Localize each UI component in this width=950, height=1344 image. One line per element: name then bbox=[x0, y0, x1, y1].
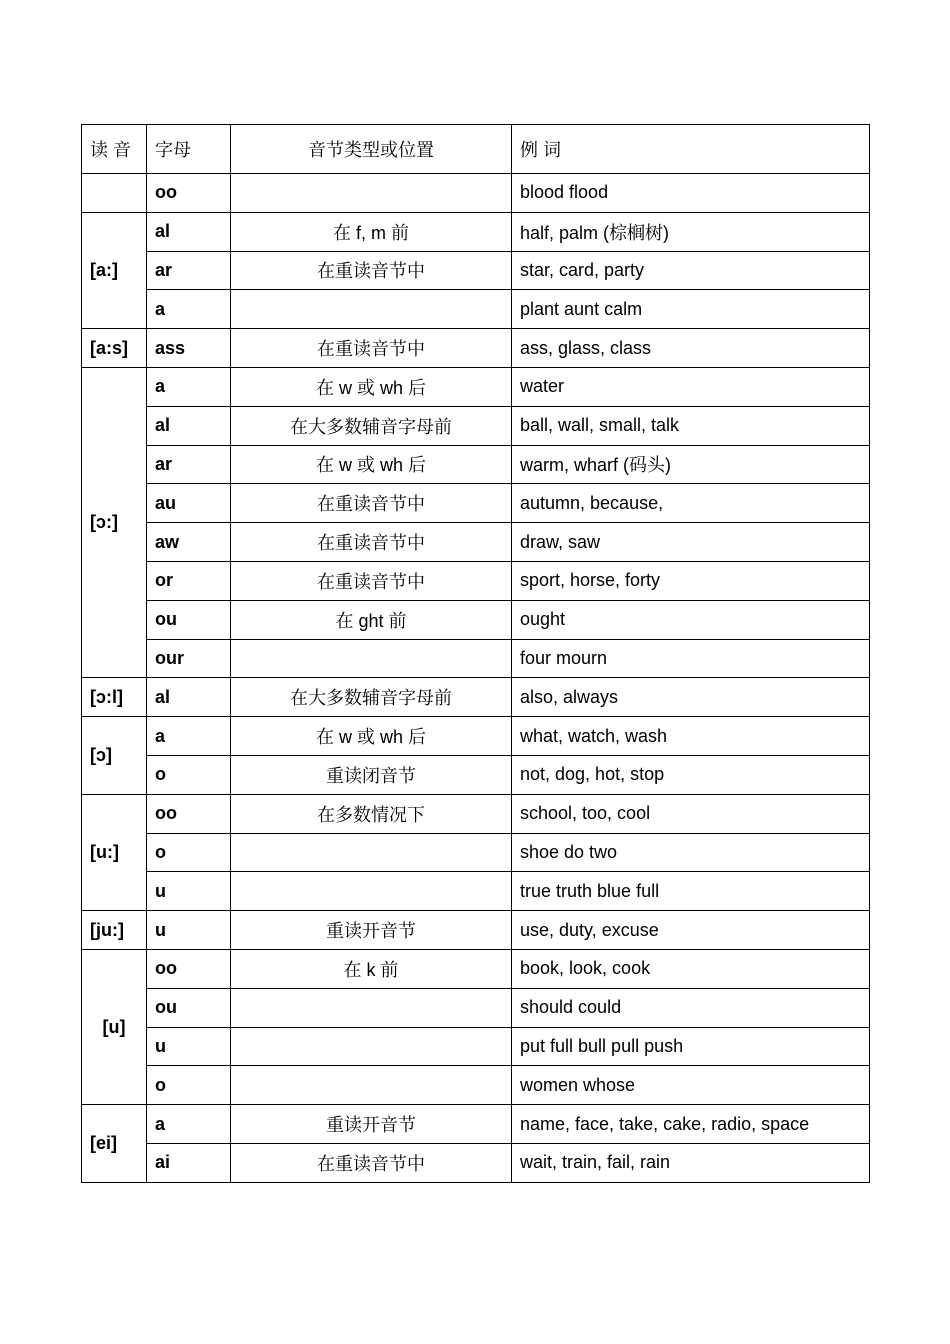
letters-cell: al bbox=[147, 212, 231, 251]
header-letters: 字母 bbox=[147, 125, 231, 174]
position-cell bbox=[231, 1027, 512, 1066]
position-cell: 在重读音节中 bbox=[231, 484, 512, 523]
sound-cell: [ju:] bbox=[82, 911, 147, 950]
sound-cell: [ɔ:l] bbox=[82, 678, 147, 717]
table-row bbox=[82, 290, 870, 329]
header-sound: 读 音 bbox=[82, 125, 147, 174]
position-cell: 在 w 或 wh 后 bbox=[231, 717, 512, 756]
letters-cell: oo bbox=[147, 949, 231, 988]
examples-cell: name, face, take, cake, radio, space bbox=[512, 1105, 870, 1144]
table-row bbox=[82, 212, 870, 251]
sound-cell: [ɔ] bbox=[82, 717, 147, 795]
table-row bbox=[82, 872, 870, 911]
letters-cell: o bbox=[147, 833, 231, 872]
letters-cell: al bbox=[147, 406, 231, 445]
letters-cell: al bbox=[147, 678, 231, 717]
letters-cell: a bbox=[147, 1105, 231, 1144]
examples-cell: ought bbox=[512, 600, 870, 639]
letters-cell: oo bbox=[147, 794, 231, 833]
examples-cell: ball, wall, small, talk bbox=[512, 406, 870, 445]
examples-cell: four mourn bbox=[512, 639, 870, 678]
position-cell: 在 f, m 前 bbox=[231, 212, 512, 251]
position-cell: 重读开音节 bbox=[231, 1105, 512, 1144]
letters-cell: oo bbox=[147, 174, 231, 213]
letters-cell: a bbox=[147, 367, 231, 406]
examples-cell: draw, saw bbox=[512, 523, 870, 562]
examples-cell: school, too, cool bbox=[512, 794, 870, 833]
examples-cell: wait, train, fail, rain bbox=[512, 1143, 870, 1182]
position-cell: 在大多数辅音字母前 bbox=[231, 406, 512, 445]
table-row bbox=[82, 367, 870, 406]
letters-cell: u bbox=[147, 911, 231, 950]
table-row bbox=[82, 1105, 870, 1144]
letters-cell: or bbox=[147, 561, 231, 600]
table-row bbox=[82, 406, 870, 445]
examples-cell: autumn, because, bbox=[512, 484, 870, 523]
table-row bbox=[82, 561, 870, 600]
position-cell bbox=[231, 174, 512, 213]
table-row bbox=[82, 1066, 870, 1105]
position-cell: 在大多数辅音字母前 bbox=[231, 678, 512, 717]
letters-cell: u bbox=[147, 1027, 231, 1066]
examples-cell: not, dog, hot, stop bbox=[512, 755, 870, 794]
table-row bbox=[82, 678, 870, 717]
letters-cell: ou bbox=[147, 600, 231, 639]
examples-cell: also, always bbox=[512, 678, 870, 717]
position-cell bbox=[231, 290, 512, 329]
position-cell bbox=[231, 833, 512, 872]
examples-cell: should could bbox=[512, 988, 870, 1027]
position-cell: 在 w 或 wh 后 bbox=[231, 367, 512, 406]
letters-cell: aw bbox=[147, 523, 231, 562]
table-row bbox=[82, 949, 870, 988]
position-cell: 在 ght 前 bbox=[231, 600, 512, 639]
table-row bbox=[82, 329, 870, 368]
letters-cell: ass bbox=[147, 329, 231, 368]
table-row bbox=[82, 1143, 870, 1182]
position-cell: 重读闭音节 bbox=[231, 755, 512, 794]
table-row bbox=[82, 600, 870, 639]
header-examples: 例 词 bbox=[512, 125, 870, 174]
examples-cell: warm, wharf (码头) bbox=[512, 445, 870, 484]
table-row bbox=[82, 717, 870, 756]
examples-cell: book, look, cook bbox=[512, 949, 870, 988]
examples-cell: sport, horse, forty bbox=[512, 561, 870, 600]
position-cell: 在重读音节中 bbox=[231, 1143, 512, 1182]
examples-cell: plant aunt calm bbox=[512, 290, 870, 329]
table-row bbox=[82, 445, 870, 484]
position-cell bbox=[231, 872, 512, 911]
position-cell: 在重读音节中 bbox=[231, 329, 512, 368]
letters-cell: o bbox=[147, 755, 231, 794]
table-body bbox=[82, 125, 870, 1183]
letters-cell: au bbox=[147, 484, 231, 523]
position-cell: 在多数情况下 bbox=[231, 794, 512, 833]
position-cell bbox=[231, 639, 512, 678]
examples-cell: put full bull pull push bbox=[512, 1027, 870, 1066]
letters-cell: a bbox=[147, 717, 231, 756]
letters-cell: ai bbox=[147, 1143, 231, 1182]
letters-cell: u bbox=[147, 872, 231, 911]
sound-cell: [ei] bbox=[82, 1105, 147, 1183]
sound-cell: [u] bbox=[82, 949, 147, 1104]
phonics-table bbox=[81, 124, 870, 1183]
examples-cell: shoe do two bbox=[512, 833, 870, 872]
letters-cell: ar bbox=[147, 251, 231, 290]
position-cell bbox=[231, 1066, 512, 1105]
table-row bbox=[82, 174, 870, 213]
position-cell: 在 k 前 bbox=[231, 949, 512, 988]
letters-cell: ar bbox=[147, 445, 231, 484]
sound-cell bbox=[82, 174, 147, 213]
examples-cell: women whose bbox=[512, 1066, 870, 1105]
position-cell: 在重读音节中 bbox=[231, 523, 512, 562]
position-cell: 重读开音节 bbox=[231, 911, 512, 950]
table-row bbox=[82, 251, 870, 290]
examples-cell: use, duty, excuse bbox=[512, 911, 870, 950]
sound-cell: [a:s] bbox=[82, 329, 147, 368]
examples-cell: half, palm (棕榈树) bbox=[512, 212, 870, 251]
examples-cell: blood flood bbox=[512, 174, 870, 213]
sound-cell: [u:] bbox=[82, 794, 147, 910]
table-row bbox=[82, 523, 870, 562]
letters-cell: o bbox=[147, 1066, 231, 1105]
examples-cell: true truth blue full bbox=[512, 872, 870, 911]
table-row bbox=[82, 484, 870, 523]
letters-cell: our bbox=[147, 639, 231, 678]
position-cell bbox=[231, 988, 512, 1027]
table-row bbox=[82, 988, 870, 1027]
table-row bbox=[82, 911, 870, 950]
table-row bbox=[82, 833, 870, 872]
table-row bbox=[82, 639, 870, 678]
table-row bbox=[82, 755, 870, 794]
examples-cell: ass, glass, class bbox=[512, 329, 870, 368]
position-cell: 在重读音节中 bbox=[231, 251, 512, 290]
position-cell: 在 w 或 wh 后 bbox=[231, 445, 512, 484]
table-row bbox=[82, 794, 870, 833]
table-header-row bbox=[82, 125, 870, 174]
sound-cell: [ɔ:] bbox=[82, 367, 147, 677]
sound-cell: [a:] bbox=[82, 212, 147, 328]
examples-cell: water bbox=[512, 367, 870, 406]
position-cell: 在重读音节中 bbox=[231, 561, 512, 600]
examples-cell: star, card, party bbox=[512, 251, 870, 290]
letters-cell: ou bbox=[147, 988, 231, 1027]
letters-cell: a bbox=[147, 290, 231, 329]
header-position: 音节类型或位置 bbox=[231, 125, 512, 174]
examples-cell: what, watch, wash bbox=[512, 717, 870, 756]
table-row bbox=[82, 1027, 870, 1066]
